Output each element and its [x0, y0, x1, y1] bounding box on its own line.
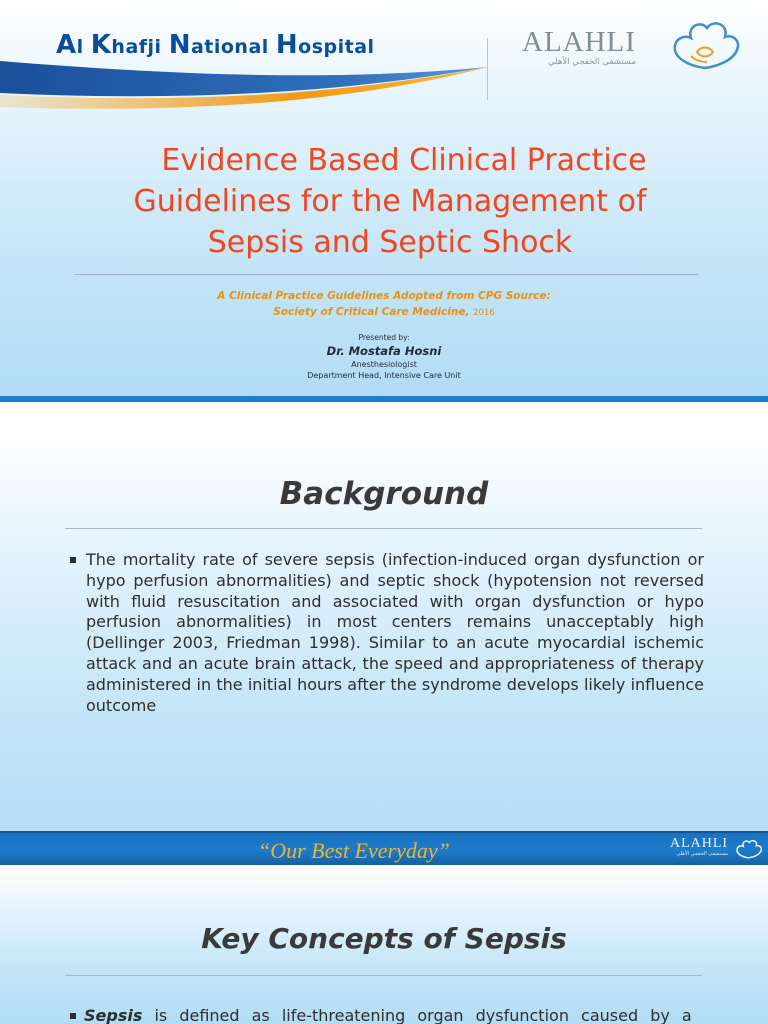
hospital-name-initial: K: [90, 30, 112, 60]
footer-motto: “Our Best Everyday”: [258, 838, 450, 863]
bullet-term: Sepsis: [84, 1006, 143, 1024]
presenter-block: [0, 332, 768, 381]
header-divider: [487, 38, 488, 100]
cloud-heart-icon: [667, 16, 745, 74]
subtitle-year: 2016: [473, 308, 495, 318]
slide-heading: Background: [279, 476, 489, 512]
hospital-name-initial: N: [168, 30, 191, 60]
bullet-text: The mortality rate of severe sepsis (infection-induced organ dysfunction or hypo perfusion abnormalities) and septic shock (hypotension not reversed with fluid resuscitation and associated with organ dysfunction or hypo perfusion abnormalities) in most centers remains unacceptably high (Dellinger 2003, Friedman 1998). Similar to an acute myocardial ischemic attack and an acute brain attack, the speed and appropriateness of therapy administered in the initial hours after the syndrome develops likely influence outcome: [86, 550, 704, 715]
logo-arabic-text: مستشفى الخفجي الأهلي: [547, 57, 636, 67]
key-concepts-slide: [0, 868, 768, 1024]
square-bullet-icon: [70, 1013, 76, 1019]
title-line: Guidelines for the Management of: [133, 184, 647, 219]
title-line: Evidence Based Clinical Practice: [161, 143, 647, 178]
presenter-title: Anesthesiologist: [351, 360, 417, 369]
square-bullet-icon: [70, 557, 76, 563]
hospital-name-initial: H: [275, 30, 299, 60]
slide-bottom-band: [0, 396, 768, 402]
bullet-definition: is defined as life-threatening organ dysfunction caused by a: [142, 1006, 692, 1024]
logo-wordmark: ALAHLI: [670, 836, 729, 851]
cpg-source-subtitle: [0, 288, 768, 321]
subtitle-line: Society of Critical Care Medicine,: [273, 306, 470, 318]
header-swoosh: [0, 55, 500, 115]
slide-footer: [0, 831, 768, 865]
hospital-name-part: ospital: [298, 36, 375, 58]
heading-divider: [65, 975, 702, 976]
presented-by-label: Presented by:: [358, 333, 410, 342]
title-slide: [0, 0, 768, 402]
title-line: Sepsis and Septic Shock: [207, 225, 573, 260]
slide-heading: Key Concepts of Sepsis: [201, 922, 567, 955]
bullet-item: [70, 550, 704, 716]
footer-alahli-logo: [670, 836, 728, 857]
presentation-title: [60, 140, 720, 263]
cloud-heart-icon: [734, 837, 764, 861]
hospital-name-part: l: [76, 36, 91, 58]
presenter-department: Department Head, Intensive Care Unit: [307, 371, 461, 380]
heading-divider: [65, 528, 702, 529]
background-slide: [0, 432, 768, 865]
bullet-item: [70, 1006, 720, 1024]
subtitle-line: A Clinical Practice Guidelines Adopted from CPG Source:: [217, 290, 551, 302]
bullet-text: [84, 1006, 720, 1024]
title-divider: [75, 274, 698, 275]
hospital-name-part: hafji: [111, 36, 169, 58]
hospital-name-initial: A: [56, 30, 77, 60]
hospital-name-part: ational: [190, 36, 276, 58]
alahli-logo: [522, 27, 636, 67]
presenter-name: Dr. Mostafa Hosni: [326, 344, 442, 358]
logo-wordmark: ALAHLI: [522, 26, 636, 58]
logo-arabic-text: مستشفى الخفجي الأهلي: [676, 851, 729, 857]
